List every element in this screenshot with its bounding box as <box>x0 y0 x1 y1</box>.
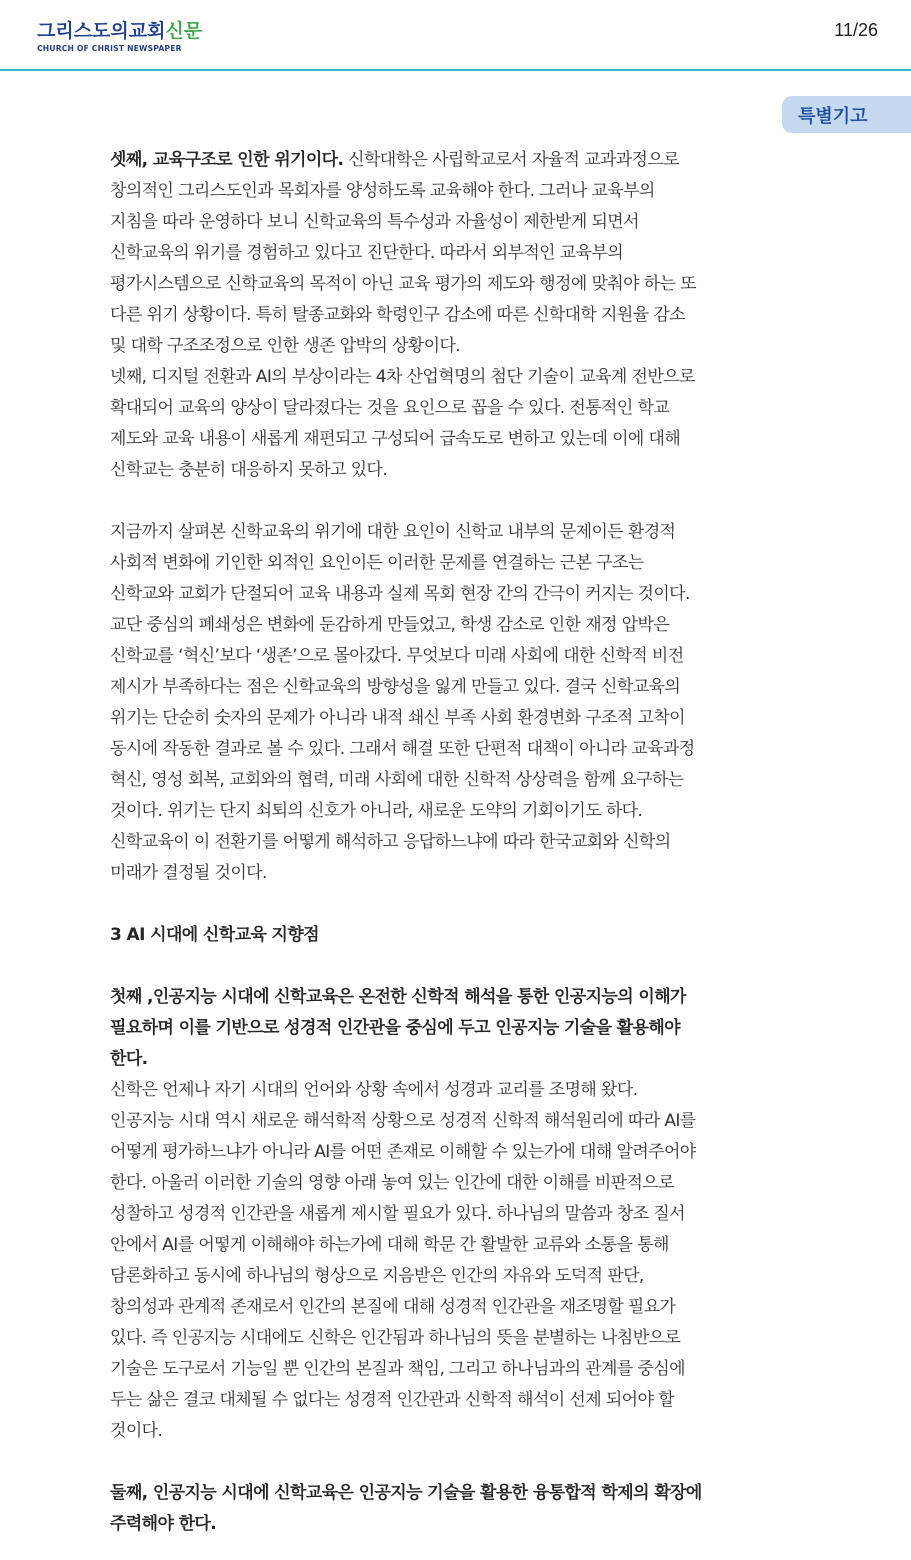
text-line: 신학교는 충분히 대응하지 못하고 있다. <box>110 460 388 480</box>
paragraph-gap <box>110 951 822 982</box>
text-line: 안에서 AI를 어떻게 이해해야 하는가에 대해 학문 간 활발한 교류와 소통을 통해 <box>110 1235 669 1255</box>
text-line: 한다. 아울러 이러한 기술의 영향 아래 놓여 있는 인간에 대한 이해를 비판적으로 <box>110 1173 674 1193</box>
section-tag-label: 특별기고 <box>798 106 868 127</box>
paragraph-gap <box>110 1447 822 1478</box>
lead-phrase: 셋째, 교육구조로 인한 위기이다. <box>110 150 344 170</box>
bold-text-line: 둘째, 인공지능 시대에 신학교육은 인공지능 기술을 활용한 융통합적 학제의 확장에 <box>110 1483 702 1503</box>
text-line: 위기는 단순히 숫자의 문제가 아니라 내적 쇄신 부족 사회 환경변화 구조적 고착이 <box>110 708 685 728</box>
text-line: 미래가 결정될 것이다. <box>110 863 267 883</box>
section-tag <box>782 96 911 133</box>
text-line: 신학교육이 이 전환기를 어떻게 해석하고 응답하느냐에 따라 한국교회와 신학의 <box>110 832 671 852</box>
text-line: 넷째, 디지털 전환과 AI의 부상이라는 4차 산업혁명의 첨단 기술이 교육계 전반으로 <box>110 367 695 387</box>
text-span: 신학대학은 사립학교로서 자율적 교과과정으로 <box>343 150 680 170</box>
text-line: 지금까지 살펴본 신학교육의 위기에 대한 요인이 신학교 내부의 문제이든 환경적 <box>110 522 676 542</box>
text-line: 신학교와 교회가 단절되어 교육 내용과 실제 목회 현장 간의 간극이 커지는 것이다. <box>110 584 690 604</box>
text-line: 인공지능 시대 역시 새로운 해석학적 상황으로 성경적 신학적 해석원리에 따라 AI를 <box>110 1111 696 1131</box>
logo-english: CHURCH OF CHRIST NEWSPAPER <box>37 44 182 53</box>
paragraph-gap <box>110 889 822 920</box>
text-line: 신학교육의 위기를 경험하고 있다고 진단한다. 따라서 외부적인 교육부의 <box>110 243 624 263</box>
text-line: 두는 삶은 결코 대체될 수 없다는 성경적 인간관과 신학적 해석이 선제 되어야 할 <box>110 1390 674 1410</box>
text-line: 창의성과 관계적 존재로서 인간의 본질에 대해 성경적 인간관을 재조명할 필요가 <box>110 1297 676 1317</box>
bold-text-line: 주력해야 한다. <box>110 1514 217 1534</box>
paragraph-gap <box>110 486 822 517</box>
bold-text-line: 한다. <box>110 1049 148 1069</box>
page-number: 11/26 <box>834 20 878 40</box>
text-line: 어떻게 평가하느냐가 아니라 AI를 어떤 존재로 이해할 수 있는가에 대해 알려주어야 <box>110 1142 696 1162</box>
text-line <box>110 145 822 176</box>
text-line: 것이다. <box>110 1421 163 1441</box>
page-header <box>0 0 911 70</box>
text-line: 혁신, 영성 회복, 교회와의 협력, 미래 사회에 대한 신학적 상상력을 함께 요구하는 <box>110 770 684 790</box>
logo-title-green: 신문 <box>165 20 203 42</box>
section-heading: 3 AI 시대에 신학교육 지향점 <box>110 925 320 945</box>
text-line: 성찰하고 성경적 인간관을 새롭게 제시할 필요가 있다. 하나님의 말씀과 창조 질서 <box>110 1204 685 1224</box>
article-body <box>110 145 822 1540</box>
text-line: 제시가 부족하다는 점은 신학교육의 방향성을 잃게 만들고 있다. 결국 신학교육의 <box>110 677 681 697</box>
logo-korean <box>37 20 202 43</box>
text-line: 지침을 따라 운영하다 보니 신학교육의 특수성과 자율성이 제한받게 되면서 <box>110 212 639 232</box>
bold-text-line: 첫째 ,인공지능 시대에 신학교육은 온전한 신학적 해석을 통한 인공지능의 이해가 <box>110 987 686 1007</box>
text-line: 동시에 작동한 결과로 볼 수 있다. 그래서 해결 또한 단편적 대책이 아니라 교육과정 <box>110 739 695 759</box>
logo-title-dark: 그리스도의교회 <box>37 20 166 42</box>
text-line: 담론화하고 동시에 하나님의 형상으로 지음받은 인간의 자유와 도덕적 판단, <box>110 1266 644 1286</box>
text-line: 신학은 언제나 자기 시대의 언어와 상황 속에서 성경과 교리를 조명해 왔다. <box>110 1080 638 1100</box>
text-line: 다른 위기 상황이다. 특히 탈종교화와 학령인구 감소에 따른 신학대학 지원율 감소 <box>110 305 685 325</box>
text-line: 사회적 변화에 기인한 외적인 요인이든 이러한 문제를 연결하는 근본 구조는 <box>110 553 644 573</box>
bold-text-line: 필요하며 이를 기반으로 성경적 인간관을 중심에 두고 인공지능 기술을 활용해야 <box>110 1018 680 1038</box>
text-line: 제도와 교육 내용이 새롭게 재편되고 구성되어 급속도로 변하고 있는데 이에 대해 <box>110 429 681 449</box>
text-line: 있다. 즉 인공지능 시대에도 신학은 인간됨과 하나님의 뜻을 분별하는 나침반으로 <box>110 1328 681 1348</box>
text-line: 창의적인 그리스도인과 목회자를 양성하도록 교육해야 한다. 그러나 교육부의 <box>110 181 655 201</box>
text-line: 및 대학 구조조정으로 인한 생존 압박의 상황이다. <box>110 336 461 356</box>
text-line: 것이다. 위기는 단지 쇠퇴의 신호가 아니라, 새로운 도약의 기회이기도 하다. <box>110 801 643 821</box>
text-line: 기술은 도구로서 기능일 뿐 인간의 본질과 책임, 그리고 하나님과의 관계를 중심에 <box>110 1359 685 1379</box>
header-divider <box>0 69 911 71</box>
text-line: 신학교를 ‘혁신’보다 ‘생존’으로 몰아갔다. 무엇보다 미래 사회에 대한 신학적 비전 <box>110 646 684 666</box>
newspaper-logo[interactable] <box>37 20 202 54</box>
text-line: 교단 중심의 폐쇄성은 변화에 둔감하게 만들었고, 학생 감소로 인한 재정 압박은 <box>110 615 670 635</box>
text-line: 평가시스템으로 신학교육의 목적이 아닌 교육 평가의 제도와 행정에 맞춰야 하는 또 <box>110 274 696 294</box>
text-line: 확대되어 교육의 양상이 달라졌다는 것을 요인으로 꼽을 수 있다. 전통적인 학교 <box>110 398 670 418</box>
